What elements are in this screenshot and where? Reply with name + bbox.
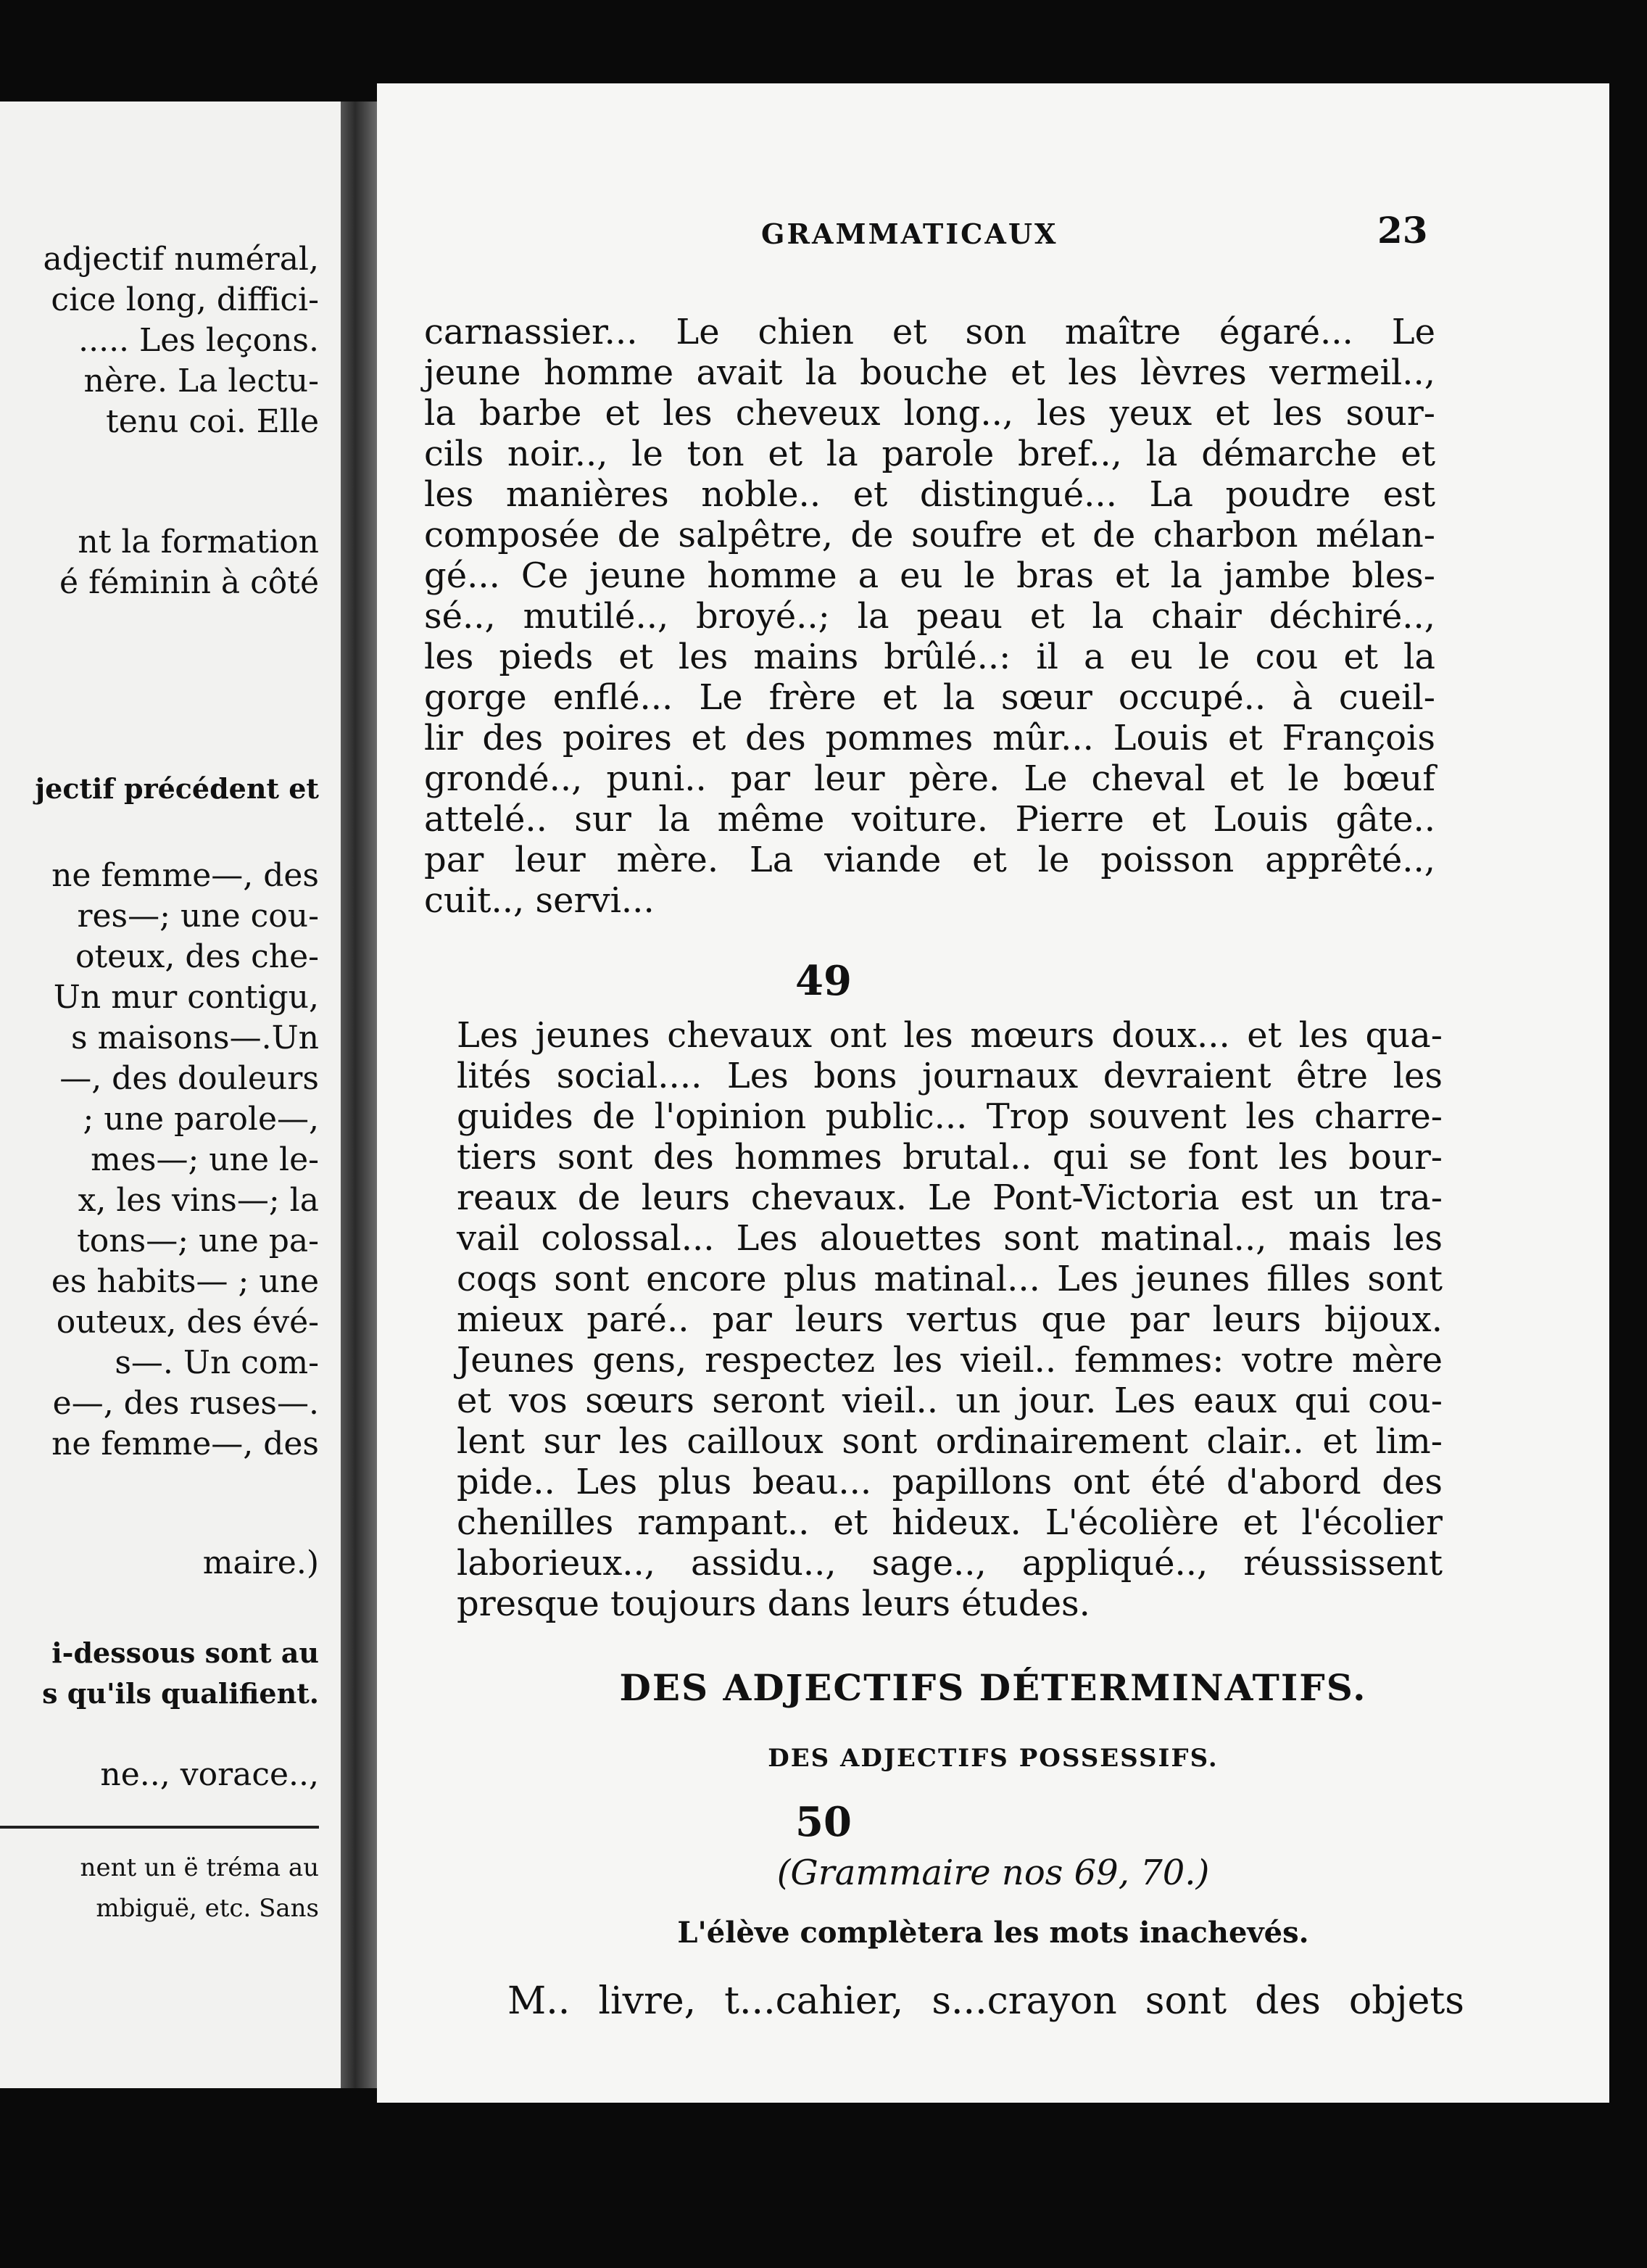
left-page-line: s qu'ils qualifient. — [42, 1677, 319, 1710]
text-line: mieux paré.. par leurs vertus que par leurs bijoux. — [457, 1299, 1443, 1340]
exercise-48-text — [424, 312, 1435, 921]
left-page-line: ..... Les leçons. — [78, 322, 319, 359]
left-page-line: mes—; une le- — [91, 1141, 319, 1178]
exercise-49-number: 49 — [795, 957, 852, 1005]
text-line: les pieds et les mains brûlé..: il a eu le cou et la — [424, 637, 1435, 677]
left-page-line: nt la formation — [78, 523, 319, 560]
text-line: Jeunes gens, respectez les vieil.. femmes: votre mère — [457, 1340, 1443, 1381]
left-page-line: oteux, des che- — [75, 938, 319, 975]
text-line: lent sur les cailloux sont ordinairement clair.. et lim- — [457, 1421, 1443, 1462]
text-line: guides de l'opinion public... Trop souvent les charre- — [457, 1096, 1443, 1137]
left-page-line: ne.., vorace.., — [100, 1756, 319, 1793]
text-line: Les jeunes chevaux ont les mœurs doux... et les qua- — [457, 1015, 1443, 1056]
left-page-line: ne femme—, des — [51, 857, 319, 894]
left-page-line: tenu coi. Elle — [106, 403, 319, 440]
left-page-line: s maisons—.Un — [71, 1019, 319, 1056]
text-line: la barbe et les cheveux long.., les yeux et les sour- — [424, 393, 1435, 434]
text-line: coqs sont encore plus matinal... Les jeunes filles sont — [457, 1259, 1443, 1299]
exercise-50-number: 50 — [795, 1798, 852, 1846]
text-line: vail colossal... Les alouettes sont matinal.., mais les — [457, 1218, 1443, 1259]
left-page-line: tons—; une pa- — [77, 1222, 319, 1259]
text-line: cils noir.., le ton et la parole bref.., la démarche et — [424, 434, 1435, 474]
text-line: lir des poires et des pommes mûr... Louis et François — [424, 718, 1435, 758]
page-number: 23 — [1377, 209, 1428, 252]
left-page-line: x, les vins—; la — [78, 1182, 319, 1219]
text-line: attelé.. sur la même voiture. Pierre et Louis gâte.. — [424, 799, 1435, 840]
text-line: carnassier... Le chien et son maître égaré... Le — [424, 312, 1435, 352]
left-page — [0, 102, 341, 2088]
text-line: grondé.., puni.. par leur père. Le cheval et le bœuf — [424, 758, 1435, 799]
left-page-line: Un mur contigu, — [53, 979, 319, 1016]
left-page-line: ; une parole—, — [83, 1101, 319, 1138]
left-page-line: maire.) — [202, 1544, 319, 1581]
exercise-50-first-line: M.. livre, t...cahier, s...crayon sont des objets — [507, 1979, 1464, 2023]
text-line: gorge enflé... Le frère et la sœur occupé.. à cueil- — [424, 677, 1435, 718]
section-title: DES ADJECTIFS DÉTERMINATIFS. — [619, 1666, 1367, 1709]
text-line: pide.. Les plus beau... papillons ont été d'abord des — [457, 1462, 1443, 1502]
left-page-line: res—; une cou- — [77, 898, 319, 935]
text-line: composée de salpêtre, de soufre et de charbon mélan- — [424, 515, 1435, 555]
text-line: chenilles rampant.. et hideux. L'écolière et l'écolier — [457, 1502, 1443, 1543]
text-line: jeune homme avait la bouche et les lèvres vermeil.., — [424, 352, 1435, 393]
text-line: par leur mère. La viande et le poisson apprêté.., — [424, 840, 1435, 880]
left-page-line: adjectif numéral, — [43, 241, 319, 278]
text-line: cuit.., servi... — [424, 880, 655, 921]
text-line: gé... Ce jeune homme a eu le bras et la jambe bles- — [424, 555, 1435, 596]
text-line: presque toujours dans leurs études. — [457, 1584, 1090, 1624]
text-line: sé.., mutilé.., broyé..; la peau et la chair déchiré.., — [424, 596, 1435, 637]
grammar-reference: (Grammaire nos 69, 70.) — [776, 1853, 1210, 1893]
text-line: laborieux.., assidu.., sage.., appliqué.., réussissent — [457, 1543, 1443, 1584]
left-page-line: nent un ë tréma au — [80, 1853, 319, 1882]
left-page-line: nère. La lectu- — [83, 363, 319, 400]
text-line: lités social.... Les bons journaux devraient être les — [457, 1056, 1443, 1096]
exercise-49-text — [457, 1015, 1443, 1624]
left-page-line: mbiguë, etc. Sans — [96, 1894, 319, 1923]
section-subtitle: DES ADJECTIFS POSSESSIFS. — [768, 1744, 1219, 1773]
left-page-line: cice long, diffici- — [51, 281, 319, 318]
text-line: et vos sœurs seront vieil.. un jour. Les eaux qui cou- — [457, 1381, 1443, 1421]
left-page-line: e—, des ruses—. — [52, 1385, 319, 1422]
left-page-line: é féminin à côté — [59, 564, 319, 601]
text-line: reaux de leurs chevaux. Le Pont-Victoria est un tra- — [457, 1178, 1443, 1218]
left-page-line: outeux, des évé- — [56, 1304, 319, 1341]
left-page-line: jectif précédent et — [35, 772, 319, 805]
left-page-line: —, des douleurs — [59, 1060, 319, 1097]
left-page-line: ne femme—, des — [51, 1425, 319, 1462]
text-line: tiers sont des hommes brutal.. qui se font les bour- — [457, 1137, 1443, 1178]
book-gutter — [341, 102, 377, 2088]
left-page-line: es habits— ; une — [51, 1263, 319, 1300]
footnote-rule — [0, 1826, 319, 1829]
running-header: GRAMMATICAUX — [761, 218, 1058, 250]
left-page-line: i-dessous sont au — [51, 1636, 319, 1669]
text-line: les manières noble.. et distingué... La poudre est — [424, 474, 1435, 515]
left-page-line: s—. Un com- — [115, 1344, 319, 1381]
exercise-instruction: L'élève complètera les mots inachevés. — [677, 1916, 1309, 1950]
